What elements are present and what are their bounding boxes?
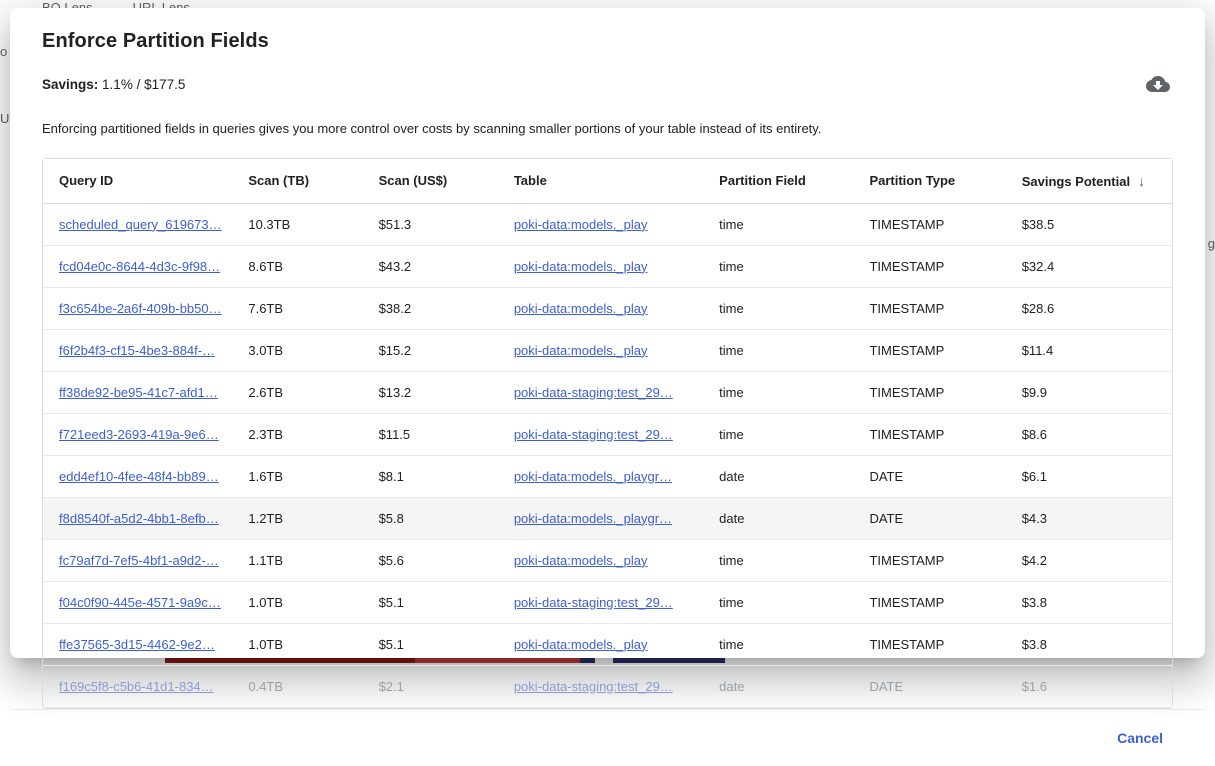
cell-table-link[interactable]: poki-data:models._play [513,258,648,274]
column-header-savings-potential[interactable] [1022,159,1172,204]
cell-scan-usd: $2.1 [379,665,514,707]
partition-table-container [42,158,1173,709]
background-left-label-2: U [0,111,10,126]
cell-query-id [43,455,248,497]
cell-partition-type: DATE [869,497,1021,539]
cell-query-id-link[interactable]: f8d8540f-a5d2-4bb1-8efb… [59,510,219,526]
cell-scan-tb: 3.0TB [248,329,378,371]
cell-scan-usd: $5.1 [379,581,514,623]
cell-savings-potential: $8.6 [1022,413,1172,455]
cell-scan-usd: $11.5 [379,413,514,455]
cell-table-link[interactable]: poki-data:models._playgr… [513,510,673,526]
cell-table-link[interactable]: poki-data-staging:test_29… [513,384,673,400]
cell-query-id [43,539,248,581]
cell-partition-type: TIMESTAMP [869,245,1021,287]
cell-scan-usd: $15.2 [379,329,514,371]
table-row[interactable] [43,539,1172,581]
cell-partition-field: time [719,329,869,371]
cell-partition-field: time [719,203,869,245]
table-row[interactable] [43,245,1172,287]
table-header-row [43,159,1172,204]
cell-partition-type: TIMESTAMP [869,581,1021,623]
cell-query-id [43,413,248,455]
cell-table [514,245,719,287]
cell-query-id [43,203,248,245]
cell-table-link[interactable]: poki-data:models._play [513,552,648,568]
table-row[interactable] [43,623,1172,665]
cell-partition-field: time [719,413,869,455]
cell-savings-potential: $32.4 [1022,245,1172,287]
cell-table [514,497,719,539]
cell-scan-usd: $13.2 [379,371,514,413]
cell-savings-potential: $4.3 [1022,497,1172,539]
cell-scan-tb: 10.3TB [248,203,378,245]
savings-value: 1.1% / $177.5 [102,76,186,92]
cell-table-link[interactable]: poki-data:models._play [513,300,648,316]
download-button[interactable] [1141,67,1175,101]
cell-savings-potential: $3.8 [1022,581,1172,623]
cell-partition-field: time [719,581,869,623]
cell-scan-tb: 0.4TB [248,665,378,707]
cell-table [514,413,719,455]
cell-query-id-link[interactable]: f169c5f8-c5b6-41d1-834… [59,678,214,694]
cell-query-id [43,371,248,413]
cell-table [514,455,719,497]
cell-savings-potential: $3.8 [1022,623,1172,665]
cell-scan-usd: $5.1 [379,623,514,665]
cell-table [514,581,719,623]
table-header [43,159,1172,204]
cell-query-id [43,497,248,539]
cell-partition-field: date [719,665,869,707]
table-row[interactable] [43,455,1172,497]
cell-query-id-link[interactable]: ffe37565-3d15-4462-9e2… [59,636,215,652]
dialog-description: Enforcing partitioned fields in queries gives you more control over costs by scanning smaller portions of your table instead of its entirety. [42,121,822,136]
column-header-query-id[interactable]: Query ID [43,159,248,204]
cell-query-id [43,245,248,287]
cell-table-link[interactable]: poki-data:models._play [513,636,648,652]
cell-partition-field: date [719,455,869,497]
cell-savings-potential: $11.4 [1022,329,1172,371]
cell-query-id-link[interactable]: fcd04e0c-8644-4d3c-9f98… [59,258,221,274]
background-right-label: g [1207,236,1215,251]
cell-query-id [43,287,248,329]
cell-savings-potential: $6.1 [1022,455,1172,497]
table-row[interactable] [43,581,1172,623]
column-header-savings-label: Savings Potential [1021,173,1131,189]
sort-descending-icon: ↓ [1138,172,1146,189]
partition-table [43,159,1172,708]
cell-table [514,329,719,371]
cell-table-link[interactable]: poki-data-staging:test_29… [513,678,673,694]
cell-scan-tb: 1.1TB [248,539,378,581]
table-body [43,203,1172,707]
cell-savings-potential: $4.2 [1022,539,1172,581]
cell-query-id-link[interactable]: scheduled_query_619673… [59,216,222,232]
table-row[interactable] [43,665,1172,707]
cell-query-id [43,329,248,371]
cell-partition-field: time [719,245,869,287]
cell-scan-tb: 8.6TB [248,245,378,287]
table-row[interactable] [43,203,1172,245]
cell-savings-potential: $28.6 [1022,287,1172,329]
cell-savings-potential: $1.6 [1022,665,1172,707]
savings-summary [42,77,185,92]
cell-scan-usd: $8.1 [379,455,514,497]
cell-partition-field: time [719,287,869,329]
cell-partition-field: time [719,539,869,581]
cell-partition-type: TIMESTAMP [869,413,1021,455]
table-row[interactable] [43,413,1172,455]
cell-partition-type: TIMESTAMP [869,623,1021,665]
cell-scan-tb: 2.6TB [248,371,378,413]
cell-partition-field: time [719,371,869,413]
table-row[interactable] [43,497,1172,539]
download-icon [1146,72,1170,96]
table-row[interactable] [43,371,1172,413]
cell-table [514,371,719,413]
cell-scan-usd: $38.2 [379,287,514,329]
savings-label: Savings: [42,76,99,92]
dialog-title: Enforce Partition Fields [42,30,269,52]
cell-partition-field: date [719,497,869,539]
cell-savings-potential: $38.5 [1022,203,1172,245]
cell-query-id-link[interactable]: f6f2b4f3-cf15-4be3-884f-… [59,342,216,358]
cell-query-id-link[interactable]: f3c654be-2a6f-409b-bb50… [59,300,222,316]
cell-table [514,623,719,665]
cell-table [514,287,719,329]
cell-scan-usd: $5.6 [379,539,514,581]
cell-scan-usd: $51.3 [379,203,514,245]
cell-scan-tb: 1.0TB [248,581,378,623]
cell-scan-tb: 1.6TB [248,455,378,497]
cell-table [514,203,719,245]
background-left-labels [0,44,9,178]
cell-query-id-link[interactable]: ff38de92-be95-41c7-afd1… [59,384,218,400]
cell-scan-usd: $5.8 [379,497,514,539]
cell-partition-type: DATE [869,665,1021,707]
enforce-partition-fields-dialog [10,8,1205,746]
cell-partition-type: DATE [869,455,1021,497]
cell-partition-type: TIMESTAMP [869,203,1021,245]
cell-query-id-link[interactable]: edd4ef10-4fee-48f4-bb89… [59,468,219,484]
cell-table [514,539,719,581]
cell-scan-usd: $43.2 [379,245,514,287]
cell-partition-type: TIMESTAMP [869,539,1021,581]
cell-table-link[interactable]: poki-data-staging:test_29… [513,426,673,442]
cell-scan-tb: 7.6TB [248,287,378,329]
cell-partition-type: TIMESTAMP [869,329,1021,371]
cell-query-id-link[interactable]: f04c0f90-445e-4571-9a9c… [59,594,221,610]
cell-savings-potential: $9.9 [1022,371,1172,413]
cell-table-link[interactable]: poki-data-staging:test_29… [513,594,673,610]
cell-scan-tb: 1.0TB [248,623,378,665]
cancel-button[interactable]: Cancel [1103,722,1177,754]
cell-query-id [43,581,248,623]
table-scroll-area[interactable] [43,159,1172,708]
cell-partition-type: TIMESTAMP [869,287,1021,329]
cell-table-link[interactable]: poki-data:models._playgr… [513,468,673,484]
column-header-scan-tb[interactable]: Scan (TB) [248,159,378,204]
cell-query-id-link[interactable]: fc79af7d-7ef5-4bf1-a9d2-… [59,552,219,568]
column-header-partition-type[interactable]: Partition Type [869,159,1021,204]
table-row[interactable] [43,329,1172,371]
column-header-partition-field[interactable]: Partition Field [719,159,869,204]
cell-partition-type: TIMESTAMP [869,371,1021,413]
savings-row [10,53,1205,101]
cell-query-id [43,665,248,707]
column-header-table[interactable]: Table [514,159,719,204]
table-row[interactable] [43,287,1172,329]
cell-query-id-link[interactable]: f721eed3-2693-419a-9e6… [59,426,219,442]
background-left-label-1: o [0,44,8,59]
dialog-footer [10,709,1205,766]
cell-table-link[interactable]: poki-data:models._play [513,342,648,358]
cell-table-link[interactable]: poki-data:models._play [513,216,648,232]
cell-table [514,665,719,707]
column-header-scan-usd[interactable]: Scan (US$) [379,159,514,204]
cell-partition-field: time [719,623,869,665]
cell-query-id [43,623,248,665]
cell-scan-tb: 1.2TB [248,497,378,539]
cell-scan-tb: 2.3TB [248,413,378,455]
